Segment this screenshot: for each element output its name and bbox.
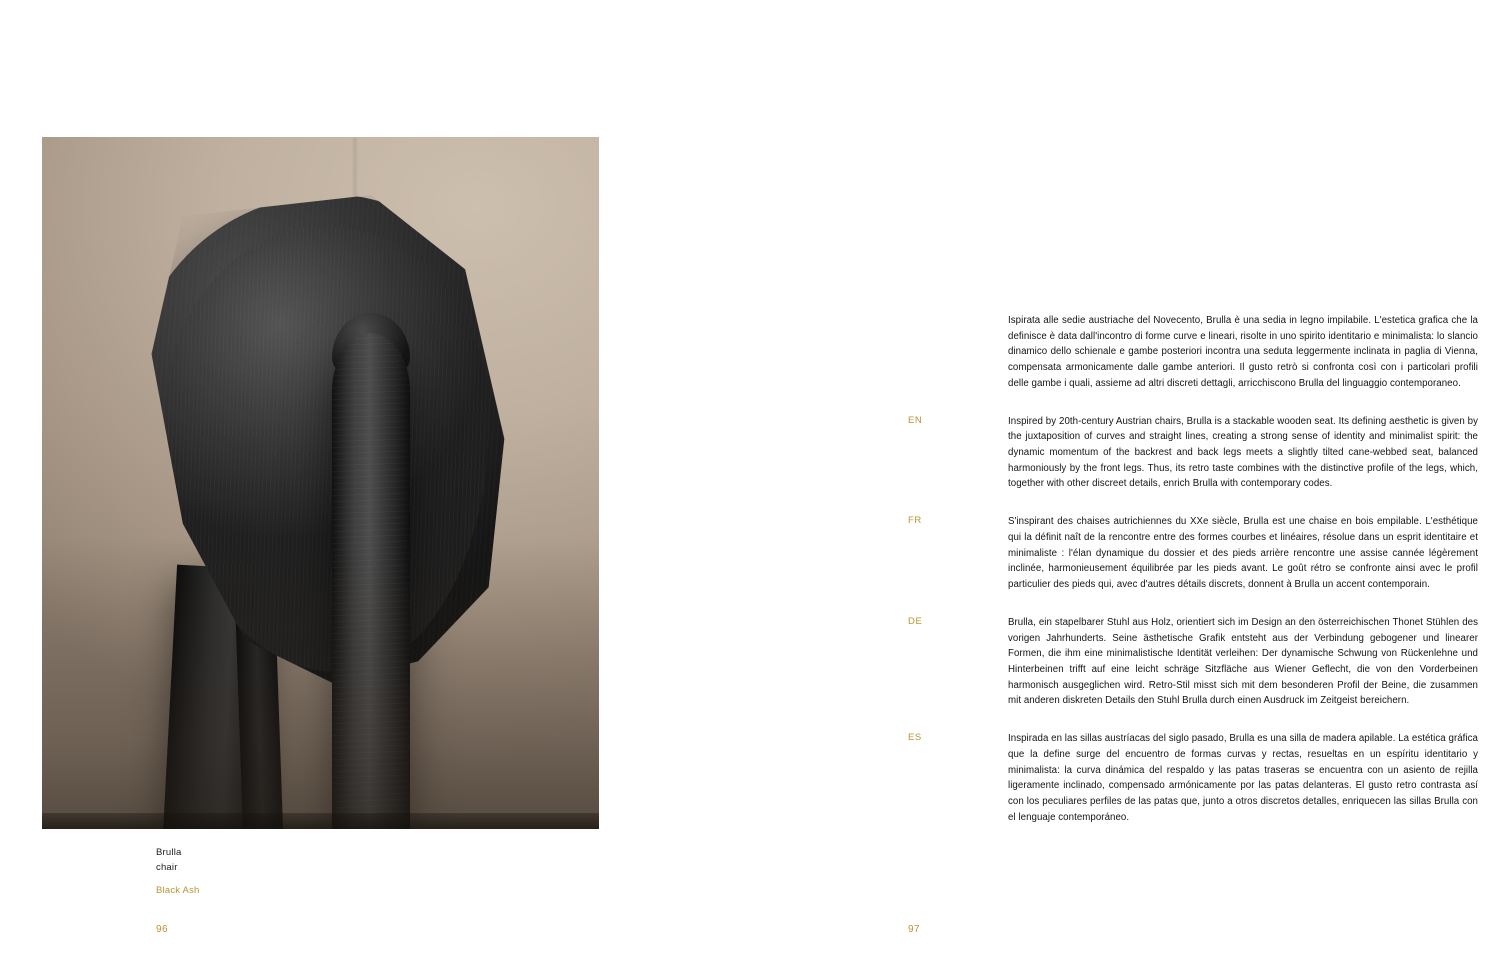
right-page (755, 0, 1511, 968)
paragraph-block-fr (908, 514, 1478, 593)
paragraph-block-de (908, 615, 1478, 709)
caption-product-type: chair (156, 862, 178, 873)
page-number-right: 97 (908, 924, 920, 935)
left-page (0, 0, 755, 968)
description-text-de: Brulla, ein stapelbarer Stuhl aus Holz, orientiert sich im Design an den österreichischen Thonet Stühlen des vorigen Jahrhunderts. Seine ästhetische Grafik entsteht aus der Verbindung gebogener und linearer Formen, die ihm eine minimalistische Identität verleihen: Der dynamische Schwung von Rückenlehne und Hinterbeinen trifft auf eine leicht schräge Sitzfläche aus Wiener Geflecht, die von den Vorderbeinen harmonisch ausgeglichen wird. Retro-Stil misst sich mit dem besonderen Profil der Beine, die zusammen mit anderen diskreten Details den Stuhl Brulla durch einen Ausdruck im Zeitgeist bereichern. (1008, 616, 1478, 707)
description-text-es: Inspirada en las sillas austríacas del siglo pasado, Brulla es una silla de madera apilable. La estética gráfica que la define surge del encuentro de formas curvas y rectas, resueltas en un espíritu identitario y minimalista: la curva dinámica del respaldo y las patas traseras se encuentra con un asiento de rejilla ligeramente inclinado, compensado armónicamente por las patas delanteras. El gusto retro contrasta así con los peculiares perfiles de las patas que, junto a otros discretos detalles, enriquecen las sillas Brulla con el lenguaje contemporáneo. (1008, 733, 1478, 823)
paragraph-block-en (908, 414, 1478, 493)
caption-finish: Black Ash (156, 885, 200, 896)
page-number-left: 96 (156, 924, 168, 935)
paragraph-block-es (908, 731, 1478, 825)
description-column (908, 313, 1478, 847)
photo-bottom-edge (42, 813, 599, 829)
language-label-en: EN (908, 414, 923, 426)
product-photo (42, 137, 599, 829)
caption-product-name: Brulla (156, 847, 182, 858)
language-label-es: ES (908, 732, 922, 744)
paragraph-block-it (1008, 313, 1478, 392)
description-text-it: Ispirata alle sedie austriache del Novecento, Brulla è una sedia in legno impilabile. L'estetica grafica che la definisce è data dall'incontro di forme curve e lineari, risolte in uno spirito identitario e minimalista: lo slancio dinamico dello schienale e gambe posteriori incontra una seduta leggermente inclinata in paglia di Vienna, compensata armonicamente dalle gambe anteriori. Il gusto retrò si confronta così con i particolari profili delle gambe i quali, assieme ad altri discreti dettagli, arricchiscono Brulla del linguaggio contemporaneo. (1008, 315, 1478, 389)
description-text-fr: S'inspirant des chaises autrichiennes du XXe siècle, Brulla est une chaise en bois empilable. L'esthétique qui la définit naît de la rencontre entre des formes courbes et linéaires, résolue dans un esprit identitaire et minimaliste : l'élan dynamique du dossier et des pieds arrière rencontre une assise cannée légèrement inclinée, harmonieusement équilibrée par les pieds avant. Le goût rétro se confronte ainsi avec le profil particulier des pieds qui, avec d'autres détails discrets, donnent à Brulla un accent contemporain. (1008, 516, 1478, 591)
language-label-fr: FR (908, 515, 922, 527)
photo-caption (156, 845, 200, 898)
language-label-de: DE (908, 615, 923, 627)
photo-floor-shadow (42, 538, 599, 829)
description-text-en: Inspired by 20th-century Austrian chairs, Brulla is a stackable wooden seat. Its defining aesthetic is given by the juxtaposition of curves and straight lines, creating a strong sense of identity and minimalist spirit: the dynamic momentum of the backrest and back legs meets a slightly tilted cane-webbed seat, balanced harmoniously by the front legs. Thus, its retro taste combines with the distinctive profile of the legs, which, together with other discreet details, enrich Brulla with contemporary codes. (1008, 415, 1478, 490)
